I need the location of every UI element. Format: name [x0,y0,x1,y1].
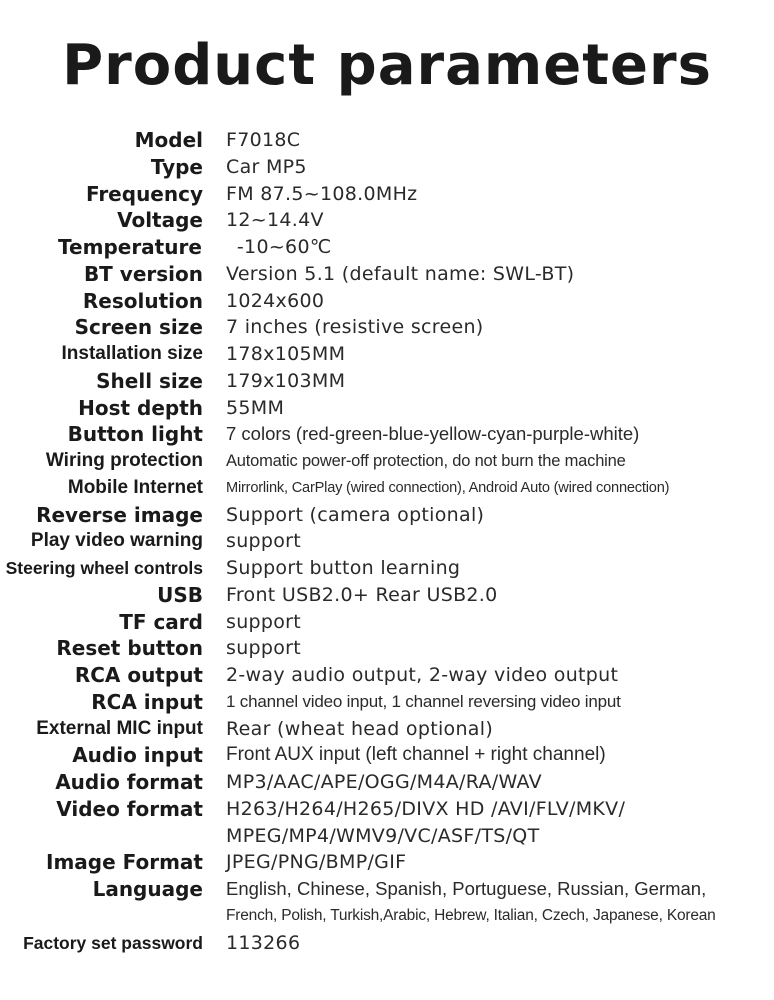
param-row-bt-version [0,261,774,288]
param-value: Front USB2.0+ Rear USB2.0 [226,583,498,606]
param-value: Automatic power-off protection, do not burn the machine [226,452,626,470]
param-row-temperature [0,234,774,261]
param-row-audio-format [0,769,774,796]
param-value: 7 colors (red-green-blue-yellow-cyan-purple-white) [226,423,640,445]
param-label: Screen size [74,315,203,340]
param-value: JPEG/PNG/BMP/GIF [226,851,407,874]
param-label: Installation size [61,343,203,364]
param-value: 55MM [226,396,285,419]
param-value-line-1: H263/H264/H265/DIVX HD /AVI/FLV/MKV/ [226,797,626,820]
param-row-usb [0,582,774,609]
param-value: FM 87.5~108.0MHz [226,182,418,205]
param-value-line-2: French, Polish, Turkish,Arabic, Hebrew, Italian, Czech, Japanese, Korean [226,906,716,924]
param-row-rca-input [0,689,774,716]
param-value: -10~60℃ [236,236,332,258]
param-value-line-1: English, Chinese, Spanish, Portuguese, Russian, German, [226,878,707,899]
param-value: Rear (wheat head optional) [226,717,494,740]
param-value: support [226,637,302,660]
param-value: Car MP5 [226,155,307,178]
param-value: Support (camera optional) [226,503,485,526]
param-label: BT version [83,261,203,286]
param-label: Mobile Internet [67,476,203,498]
param-label: TF card [119,609,203,634]
param-label: Factory set password [23,932,203,953]
param-row-external-mic-input [0,716,774,743]
param-row-frequency [0,181,774,208]
param-label: Voltage [117,208,203,233]
param-row-reset-button [0,635,774,662]
param-label: Button light [67,422,203,447]
param-label: RCA input [91,689,203,714]
param-value: Support button learning [226,557,461,579]
param-value-line-2: MPEG/MP4/WMV9/VC/ASF/TS/QT [226,824,540,847]
param-label: Audio format [55,770,203,794]
param-label: Video format [56,796,203,821]
param-row-video-format [0,796,774,850]
param-row-button-light [0,421,774,448]
param-row-mobile-internet [0,475,774,502]
param-value: 7 inches (resistive screen) [226,316,484,339]
param-row-tf-card [0,609,774,636]
param-value: 12~14.4V [226,209,324,232]
param-label: Steering wheel controls [5,558,203,578]
param-value: 2-way audio output, 2-way video output [226,664,619,686]
param-row-wiring-protection [0,448,774,475]
param-label: Type [150,154,203,179]
param-label: Play video warning [30,530,203,552]
param-label: External MIC input [36,717,203,739]
param-value: support [226,530,302,553]
param-label: Audio input [72,743,203,768]
parameter-table [0,127,774,956]
param-row-rca-output [0,662,774,689]
param-label: Reset button [56,636,203,661]
param-value: support [226,610,302,633]
param-value: 178x105MM [226,343,346,365]
param-label: Host depth [78,395,203,420]
param-row-image-format [0,849,774,876]
param-row-steering-wheel-controls [0,555,774,582]
param-label: Resolution [82,288,203,313]
param-value: MP3/AAC/APE/OGG/M4A/RA/WAV [226,771,542,793]
param-row-voltage [0,207,774,234]
param-row-audio-input [0,742,774,769]
param-value: 179x103MM [226,369,346,392]
param-row-play-video-warning [0,528,774,555]
param-label: Model [134,128,203,152]
param-row-reverse-image [0,502,774,529]
param-label: Image Format [46,850,203,875]
param-label: Shell size [96,368,203,393]
param-value: Mirrorlink, CarPlay (wired connection), Android Auto (wired connection) [226,479,670,496]
param-value: 1024x600 [226,289,325,312]
param-value: Front AUX input (left channel + right channel) [226,744,606,766]
param-row-type [0,154,774,181]
param-label: Language [92,877,203,901]
param-value: Version 5.1 (default name: SWL-BT) [226,262,575,285]
param-value-multiline [226,796,766,850]
param-label: USB [157,582,203,607]
param-row-resolution [0,288,774,315]
page-title: Product parameters [62,33,712,98]
param-row-host-depth [0,395,774,422]
param-label: Frequency [85,181,203,206]
param-label: Temperature [58,235,202,259]
param-row-model [0,127,774,154]
param-label: RCA output [74,663,203,687]
param-value: F7018C [226,129,301,151]
param-value: 1 channel video input, 1 channel reversing video input [226,691,621,711]
param-label: Reverse image [36,502,203,527]
param-value: 113266 [226,931,301,954]
param-value-multiline [226,876,766,930]
param-label: Wiring protection [45,450,203,471]
param-row-shell-size [0,368,774,395]
param-row-language [0,876,774,930]
param-row-installation-size [0,341,774,368]
param-row-factory-set-password [0,930,774,957]
param-row-screen-size [0,314,774,341]
